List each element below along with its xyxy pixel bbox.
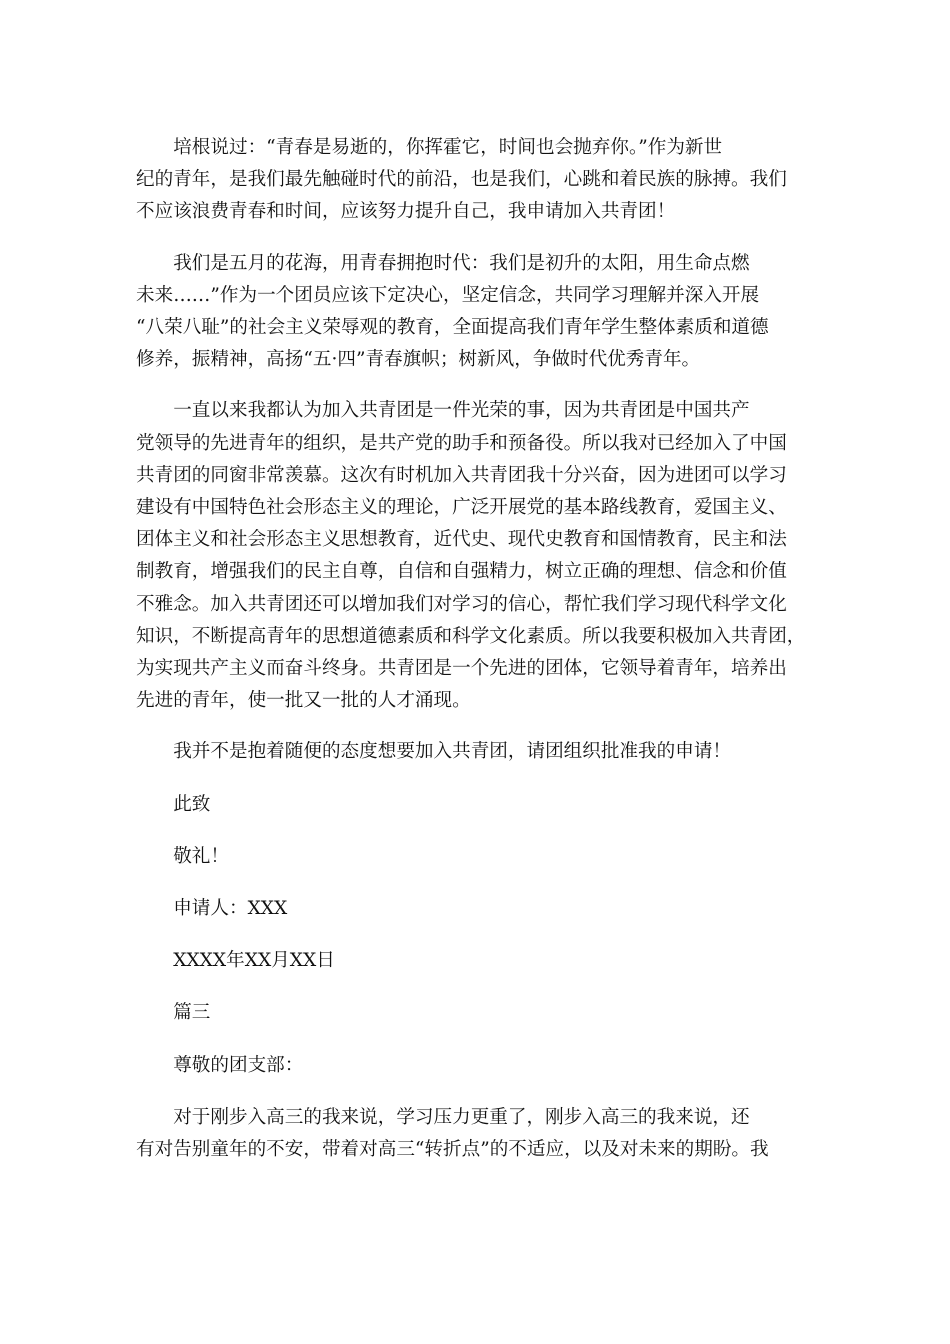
paragraph-line: 知识，不断提高青年的思想道德素质和科学文化素质。所以我要积极加入共青团，: [136, 625, 806, 647]
paragraph-line: 建设有中国特色社会形态主义的理论，广泛开展党的基本路线教育，爱国主义、: [136, 497, 787, 519]
paragraph-1: [136, 132, 814, 229]
paragraph-line: 团体主义和社会形态主义思想教育，近代史、现代史教育和国情教育，民主和法: [136, 529, 787, 551]
date-line: XXXX年XX月XX日: [173, 950, 335, 972]
paragraph-2: [136, 248, 814, 377]
paragraph-line: 对于刚步入高三的我来说，学习压力更重了，刚步入高三的我来说，还: [173, 1106, 750, 1128]
applicant-line: 申请人：XXX: [173, 898, 288, 920]
paragraph-4: [136, 736, 814, 768]
paragraph-line: 党领导的先进青年的组织，是共产党的助手和预备役。所以我对已经加入了中国: [136, 432, 787, 454]
addressee: 尊敬的团支部：: [173, 1054, 304, 1076]
paragraph-3: [136, 395, 814, 717]
paragraph-line: 一直以来我都认为加入共青团是一件光荣的事，因为共青团是中国共产: [173, 400, 750, 422]
paragraph-line: 先进的青年，使一批又一批的人才涌现。: [136, 690, 471, 712]
paragraph-line: 为实现共产主义而奋斗终身。共青团是一个先进的团体，它领导着青年，培养出: [136, 658, 787, 680]
regards: 敬礼！: [173, 845, 229, 867]
paragraph-5: [136, 1102, 814, 1166]
paragraph-line: 培根说过：“青春是易逝的，你挥霍它，时间也会抛弃你。”作为新世: [173, 137, 723, 158]
salutation: 此致: [173, 793, 211, 815]
paragraph-line: “八荣八耻”的社会主义荣辱观的教育，全面提高我们青年学生整体素质和道德: [136, 317, 769, 339]
paragraph-line: 共青团的同窗非常羡慕。这次有时机加入共青团我十分兴奋，因为进团可以学习: [136, 464, 787, 486]
paragraph-line: 修养，振精神，高扬“五·四”青春旗帜；树新风，争做时代优秀青年。: [136, 349, 701, 371]
paragraph-line: 纪的青年，是我们最先触碰时代的前沿，也是我们，心跳和着民族的脉搏。我们: [136, 169, 787, 191]
paragraph-line: 有对告别童年的不安，带着对高三“转折点”的不适应，以及对未来的期盼。我: [136, 1139, 769, 1161]
section-heading: 篇三: [173, 1002, 211, 1024]
paragraph-line: 制教育，增强我们的民主自尊，自信和自强精力，树立正确的理想、信念和价值: [136, 561, 787, 583]
document-body: [136, 132, 814, 1166]
paragraph-line: 未来……”作为一个团员应该下定决心，坚定信念，共同学习理解并深入开展: [136, 284, 760, 306]
paragraph-line: 我并不是抱着随便的态度想要加入共青团，请团组织批准我的申请！: [173, 741, 732, 763]
paragraph-line: 我们是五月的花海，用青春拥抱时代：我们是初升的太阳，用生命点燃: [173, 252, 750, 274]
paragraph-line: 不应该浪费青春和时间，应该努力提升自己，我申请加入共青团！: [136, 201, 676, 223]
paragraph-line: 不雅念。加入共青团还可以增加我们对学习的信心，帮忙我们学习现代科学文化: [136, 593, 787, 615]
